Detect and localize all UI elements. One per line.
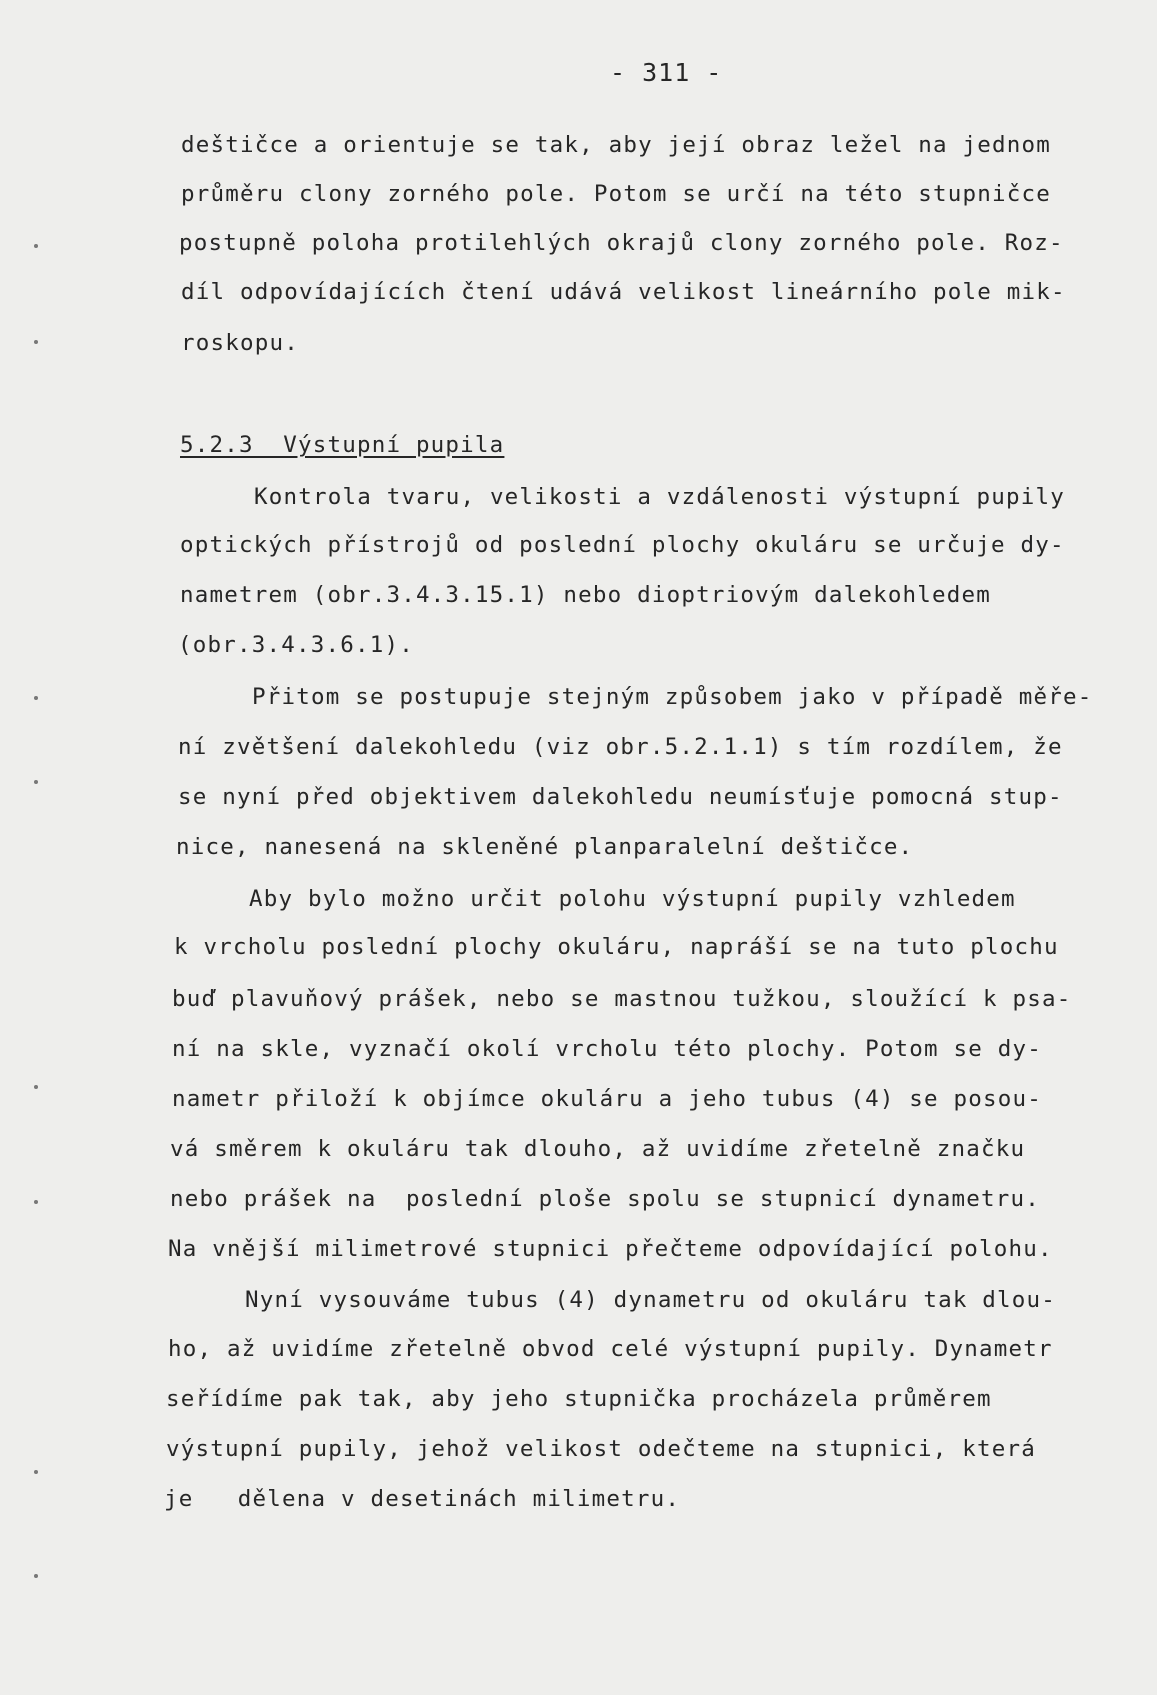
text-line: postupně poloha protilehlých okrajů clony zorného pole. Roz- [179, 230, 1064, 256]
text-line: se nyní před objektivem dalekohledu neumísťuje pomocná stup- [178, 784, 1063, 810]
text-line: deštičce a orientuje se tak, aby její obraz ležel na jednom [181, 132, 1052, 158]
text-line: nebo prášek na poslední ploše spolu se stupnicí dynametru. [170, 1186, 1041, 1212]
text-line: Přitom se postupuje stejným způsobem jako v případě měře- [252, 684, 1093, 710]
text-line: je dělena v desetinách milimetru. [164, 1486, 681, 1512]
binder-hole-mark [34, 1574, 38, 1578]
page-number: - 311 - [610, 58, 723, 87]
binder-hole-mark [34, 696, 38, 700]
text-line: Na vnější milimetrové stupnici přečteme odpovídající polohu. [168, 1236, 1053, 1262]
text-line: nice, nanesená na skleněné planparalelní deštičce. [176, 834, 914, 860]
text-line: díl odpovídajících čtení udává velikost lineárního pole mik- [181, 279, 1066, 305]
binder-hole-mark [34, 780, 38, 784]
text-line: Kontrola tvaru, velikosti a vzdálenosti výstupní pupily [254, 484, 1066, 510]
text-line: seřídíme pak tak, aby jeho stupnička procházela průměrem [166, 1386, 992, 1412]
text-line: nametr přiloží k objímce okuláru a jeho tubus (4) se posou- [172, 1086, 1043, 1112]
text-line: buď plavuňový prášek, nebo se mastnou tužkou, sloužící k psa- [172, 986, 1072, 1012]
text-line: průměru clony zorného pole. Potom se určí na této stupničce [181, 181, 1052, 207]
text-line: vá směrem k okuláru tak dlouho, až uvidíme zřetelně značku [170, 1136, 1026, 1162]
text-line: ho, až uvidíme zřetelně obvod celé výstupní pupily. Dynametr [168, 1336, 1053, 1362]
text-line: roskopu. [181, 330, 299, 356]
text-line: Aby bylo možno určit polohu výstupní pupily vzhledem [249, 886, 1016, 912]
binder-hole-mark [34, 1200, 38, 1204]
text-line: nametrem (obr.3.4.3.15.1) nebo dioptriovým dalekohledem [180, 582, 992, 608]
text-line: Nyní vysouváme tubus (4) dynametru od okuláru tak dlou- [245, 1287, 1057, 1313]
binder-hole-mark [34, 1470, 38, 1474]
text-line: výstupní pupily, jehož velikost odečteme na stupnici, která [166, 1436, 1037, 1462]
binder-hole-mark [34, 244, 38, 248]
text-line: ní na skle, vyznačí okolí vrcholu této plochy. Potom se dy- [172, 1036, 1043, 1062]
binder-hole-mark [34, 1085, 38, 1089]
section-heading: 5.2.3 Výstupní pupila [180, 432, 505, 458]
text-line: k vrcholu poslední plochy okuláru, napráší se na tuto plochu [174, 934, 1059, 960]
binder-hole-mark [34, 340, 38, 344]
text-line: optických přístrojů od poslední plochy okuláru se určuje dy- [180, 532, 1065, 558]
text-line: (obr.3.4.3.6.1). [178, 632, 414, 658]
text-line: ní zvětšení dalekohledu (viz obr.5.2.1.1) s tím rozdílem, že [178, 734, 1063, 760]
